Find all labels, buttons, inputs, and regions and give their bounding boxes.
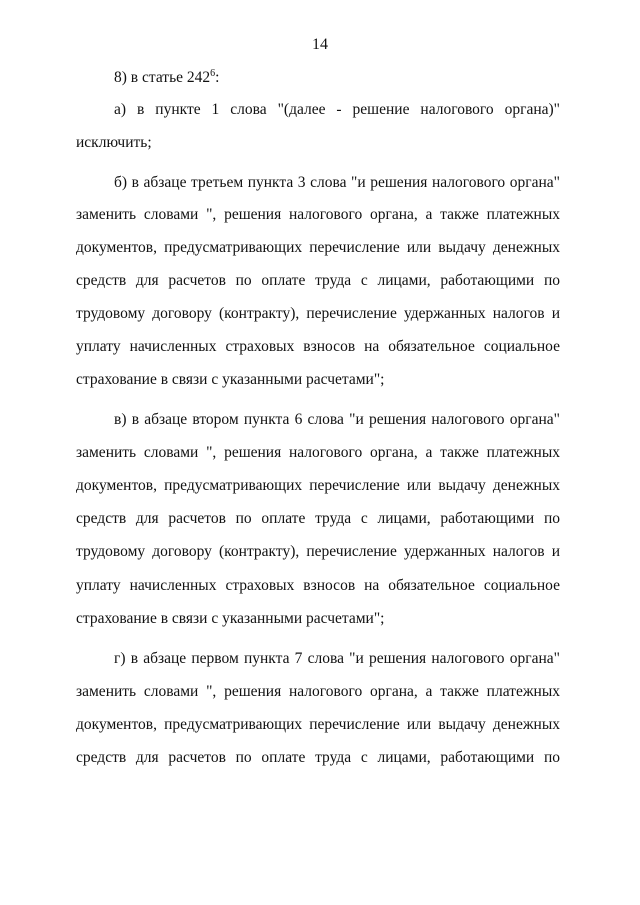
text-line: средств для расчетов по оплате труда с лицами, работающими по — [76, 272, 560, 289]
text-line: заменить словами ", решения налогового органа, а также платежных — [76, 444, 560, 461]
text-line: исключить; — [76, 134, 152, 151]
heading-text: 8) в статье 242 — [114, 69, 211, 86]
heading-suffix: : — [215, 69, 220, 86]
text-line: уплату начисленных страховых взносов на обязательное социальное — [76, 338, 560, 355]
text-line: страхование в связи с указанными расчетами"; — [76, 371, 385, 388]
text-line: а) в пункте 1 слова "(далее - решение налогового органа)" — [114, 101, 560, 118]
text-line: трудовому договору (контракту), перечисление удержанных налогов и — [76, 543, 560, 560]
text-line: г) в абзаце первом пункта 7 слова "и решения налогового органа" — [114, 650, 560, 667]
heading-superscript: 6 — [210, 67, 216, 79]
text-line: трудовому договору (контракту), перечисление удержанных налогов и — [76, 305, 560, 322]
text-line: документов, предусматривающих перечисление или выдачу денежных — [76, 239, 560, 256]
text-line: документов, предусматривающих перечисление или выдачу денежных — [76, 477, 560, 494]
text-line: средств для расчетов по оплате труда с лицами, работающими по — [76, 510, 560, 527]
text-line: страхование в связи с указанными расчетами"; — [76, 610, 385, 627]
heading-line — [114, 68, 560, 88]
page-number: 14 — [312, 36, 328, 53]
text-line: документов, предусматривающих перечисление или выдачу денежных — [76, 716, 560, 733]
text-line: заменить словами ", решения налогового органа, а также платежных — [76, 683, 560, 700]
text-line: уплату начисленных страховых взносов на обязательное социальное — [76, 577, 560, 594]
text-line: б) в абзаце третьем пункта 3 слова "и решения налогового органа" — [114, 174, 560, 191]
text-line: заменить словами ", решения налогового органа, а также платежных — [76, 206, 560, 223]
text-line: в) в абзаце втором пункта 6 слова "и решения налогового органа" — [114, 411, 560, 428]
text-line: средств для расчетов по оплате труда с лицами, работающими по — [76, 749, 560, 766]
